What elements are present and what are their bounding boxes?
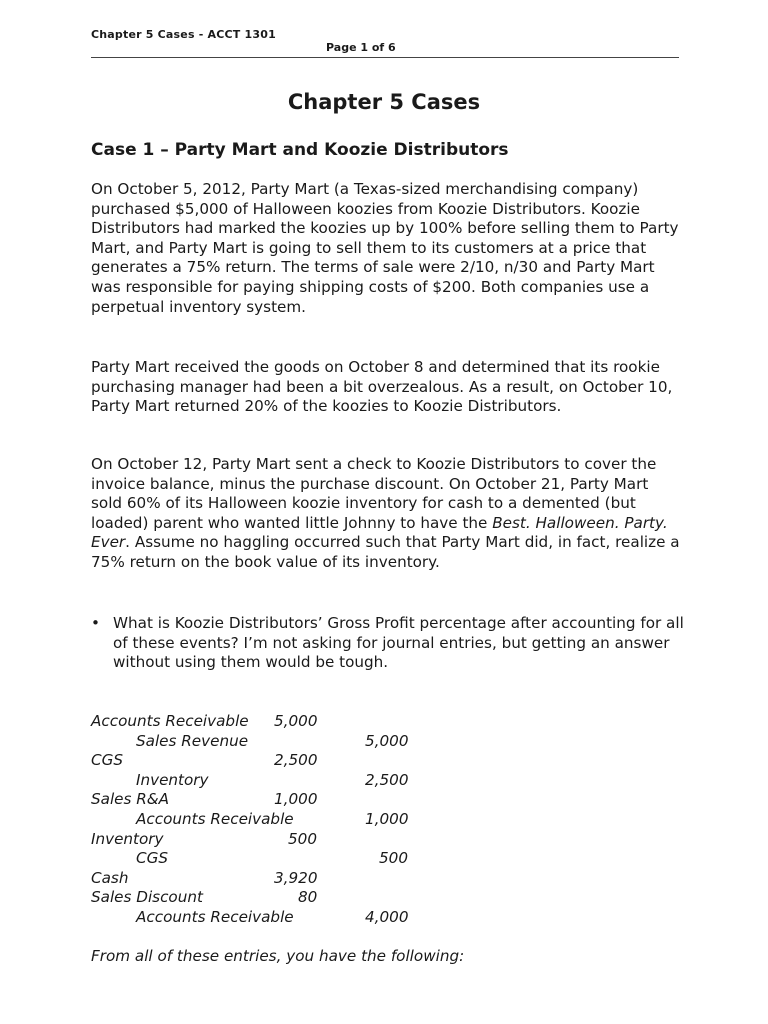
journal-account: Inventory: [136, 770, 209, 789]
journal-account: Sales R&A: [91, 790, 170, 809]
journal-account: Sales Discount: [91, 888, 203, 907]
journal-debit: 5,000: [274, 712, 318, 730]
emphasis-text: Best. Halloween. Party. Ever: [91, 513, 668, 552]
journal-debit: 1,000: [274, 790, 318, 809]
journal-account: CGS: [91, 751, 124, 770]
closing-line: From all of these entries, you have the following:: [91, 947, 465, 965]
case-heading: Case 1 – Party Mart and Koozie Distributors: [91, 140, 509, 160]
journal-debit: 80: [298, 888, 318, 907]
journal-credit: 1,000: [365, 809, 409, 828]
bullet-icon: •: [91, 614, 100, 632]
journal-account: CGS: [136, 849, 169, 868]
journal-credit: 4,000: [365, 907, 409, 926]
journal-debit: 2,500: [274, 751, 318, 770]
journal-credit: 2,500: [365, 770, 409, 789]
journal-account: Sales Revenue: [136, 731, 249, 750]
journal-account: Accounts Receivable: [91, 712, 249, 730]
paragraph-text: . Assume no haggling occurred such that Party Mart did, in fact, realize a 75% return on the book value of its inventory.: [91, 533, 680, 571]
paragraph-return: Party Mart received the goods on October 8 and determined that its rookie purchasing manager had been a bit overzealous. As a result, on October 10, Party Mart returned 20% of the koozies to Koozie Distributors.: [91, 358, 673, 416]
journal-account: Cash: [91, 868, 129, 887]
header-divider: [91, 57, 679, 58]
journal-account: Accounts Receivable: [136, 907, 294, 926]
journal-account: Inventory: [91, 829, 164, 848]
journal-debit: 3,920: [274, 868, 318, 887]
question-text: What is Koozie Distributors’ Gross Profit percentage after accounting for all of these events? I’m not asking for journal entries, but getting an answer without using them would be tough.: [113, 614, 684, 672]
journal-credit: 5,000: [365, 731, 409, 750]
journal-debit: 500: [288, 829, 317, 848]
journal-account: Accounts Receivable: [136, 809, 294, 828]
paragraph-purchase: On October 5, 2012, Party Mart (a Texas-sized merchandising company) purchased $5,000 of Halloween koozies from Koozie Distributors. Koozie Distributors had marked the koozies up by 100% before selling them to Party Mart, and Party Mart is going to sell them to its customers at a price that generates a 75% return. The terms of sale were 2/10, n/30 and Party Mart was responsible for paying shipping costs of $200. Both companies use a perpetual inventory system.: [91, 180, 679, 316]
paragraph-payment-sale: [91, 455, 681, 573]
page-number: Page 1 of 6: [326, 41, 396, 54]
paragraph-text: On October 12, Party Mart sent a check to Koozie Distributors to cover the invoice balance, minus the purchase discount. On October 21, Party Mart sold 60% of its Halloween koozie inventory for cash to a demented (but loaded) parent who wanted little Johnny to have the: [91, 455, 657, 532]
page-title: Chapter 5 Cases: [287, 90, 481, 114]
document-label: Chapter 5 Cases - ACCT 1301: [91, 28, 276, 41]
journal-credit: 500: [379, 849, 408, 868]
